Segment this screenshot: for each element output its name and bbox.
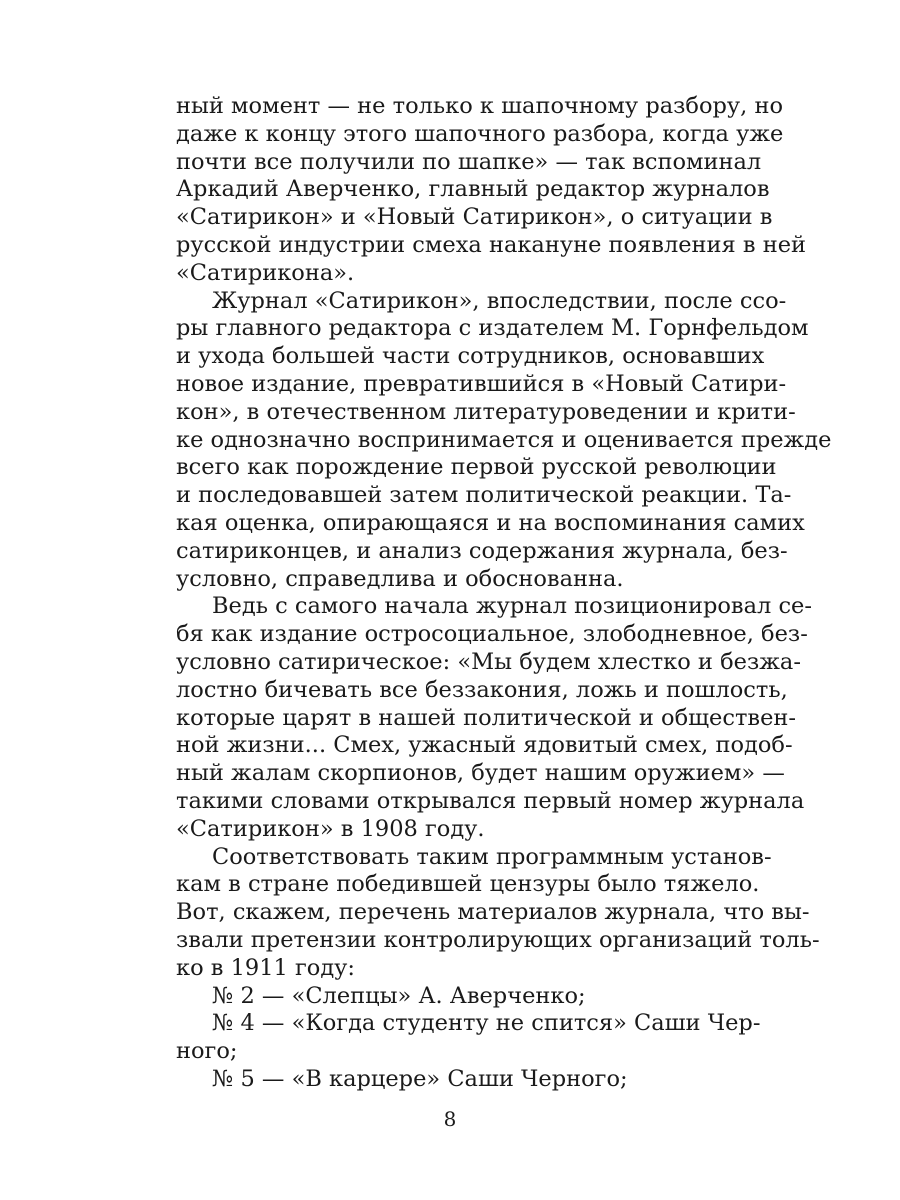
text-line: почти все получили по шапке» — так вспоминал xyxy=(176,148,762,175)
text-line: которые царят в нашей политической и обществен- xyxy=(176,704,797,731)
list-item-line: № 4 — «Когда студенту не спится» Саши Чер- xyxy=(212,1010,761,1037)
text-line: бя как издание остросоциальное, злободневное, без- xyxy=(176,621,808,648)
paragraph-start-line: Соответствовать таким программным установ- xyxy=(212,843,772,870)
text-line: ный жалам скорпионов, будет нашим оружием» — xyxy=(176,760,785,787)
text-line: «Сатирикон» в 1908 году. xyxy=(176,815,485,842)
text-line: ного; xyxy=(176,1038,238,1065)
paragraph-start-line: Ведь с самого начала журнал позиционировал се- xyxy=(212,593,812,620)
text-line: условно, справедлива и обоснованна. xyxy=(176,565,624,592)
text-line: всего как порождение первой русской революции xyxy=(176,454,777,481)
paragraph-start-line: Журнал «Сатирикон», впоследствии, после ссо- xyxy=(212,287,787,314)
text-line: ной жизни... Смех, ужасный ядовитый смех, подоб- xyxy=(176,732,793,759)
body-text xyxy=(176,93,832,1094)
text-line: даже к концу этого шапочного разбора, когда уже xyxy=(176,120,784,147)
text-line: ры главного редактора с издателем М. Горнфельдом xyxy=(176,315,809,342)
text-line: сатириконцев, и анализ содержания журнала, без- xyxy=(176,537,788,564)
text-line: и ухода большей части сотрудников, основавших xyxy=(176,343,765,370)
page-number: 8 xyxy=(443,1107,457,1131)
text-line: условно сатирическое: «Мы будем хлестко и безжа- xyxy=(176,648,801,675)
text-line: «Сатирикон» и «Новый Сатирикон», о ситуации в xyxy=(176,204,773,231)
text-line: Вот, скажем, перечень материалов журнала, что вы- xyxy=(176,899,810,926)
text-line: русской индустрии смеха накануне появления в ней xyxy=(176,231,807,258)
text-line: ке однозначно воспринимается и оценивается прежде xyxy=(176,426,832,453)
text-line: Аркадий Аверченко, главный редактор журналов xyxy=(176,176,770,203)
text-line: кая оценка, опирающаяся и на воспоминания самих xyxy=(176,509,805,536)
list-item-line: № 2 — «Слепцы» А. Аверченко; xyxy=(212,982,586,1009)
text-line: и последовавшей затем политической реакции. Та- xyxy=(176,482,792,509)
text-line: такими словами открывался первый номер журнала xyxy=(176,787,805,814)
text-line: кам в стране победившей цензуры было тяжело. xyxy=(176,871,760,898)
text-line: «Сатирикона». xyxy=(176,259,355,286)
text-line: звали претензии контролирующих организаций толь- xyxy=(176,926,820,953)
text-line: новое издание, превратившийся в «Новый Сатири- xyxy=(176,370,787,397)
text-line: лостно бичевать все беззакония, ложь и пошлость, xyxy=(176,676,788,703)
text-line: кон», в отечественном литературоведении и крити- xyxy=(176,398,796,425)
text-line: ный момент — не только к шапочному разбору, но xyxy=(176,93,783,119)
list-item-line: № 5 — «В карцере» Саши Черного; xyxy=(212,1065,628,1092)
text-line: ко в 1911 году: xyxy=(176,954,356,981)
